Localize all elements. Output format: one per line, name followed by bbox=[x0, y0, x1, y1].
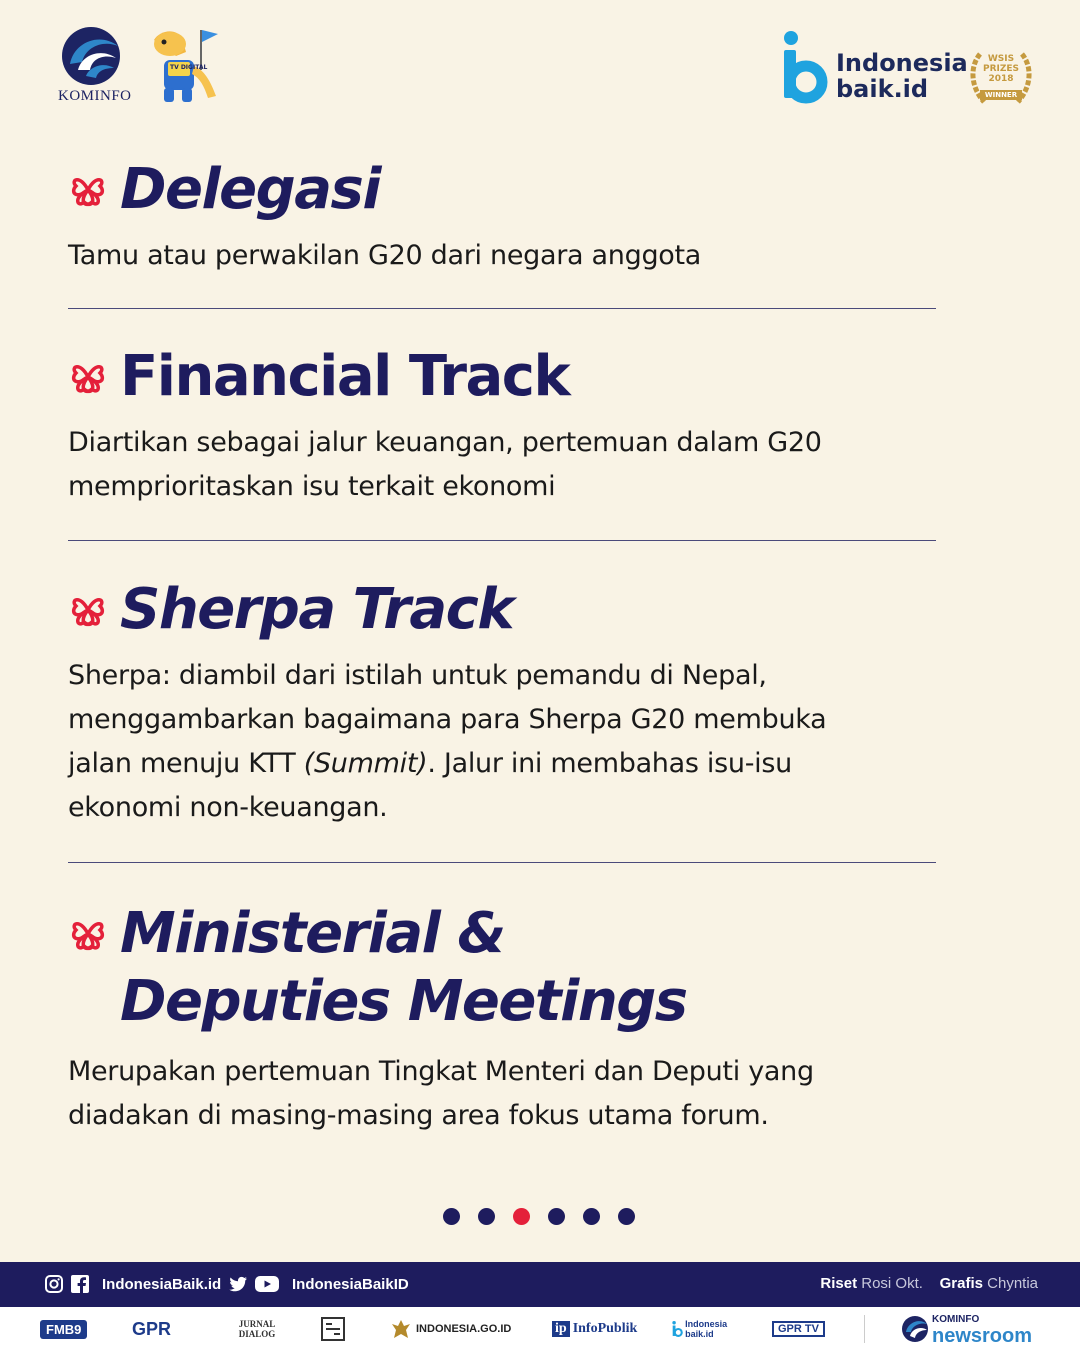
flower-icon bbox=[68, 170, 108, 210]
partner-indonesia-go-text: INDONESIA.GO.ID bbox=[416, 1323, 512, 1335]
wsis-line1: WSIS bbox=[987, 54, 1015, 64]
divider bbox=[68, 540, 936, 541]
partner-indonesiabaik-small bbox=[672, 1317, 736, 1341]
desc-line: ekonomi non-keuangan. bbox=[68, 792, 388, 823]
pagination-dot[interactable] bbox=[478, 1208, 495, 1225]
section-title: Financial Track bbox=[120, 344, 570, 409]
partner-gprtv-text: GPR TV bbox=[772, 1321, 825, 1337]
pagination-dot[interactable] bbox=[443, 1208, 460, 1225]
social-handle-left[interactable]: IndonesiaBaik.id bbox=[102, 1275, 222, 1293]
divider bbox=[68, 862, 936, 863]
indonesiabaik-logo bbox=[782, 30, 968, 106]
kominfo-logo bbox=[56, 24, 140, 108]
desc-line: Merupakan pertemuan Tingkat Menteri dan Deputi yang bbox=[68, 1056, 814, 1087]
section-heading bbox=[68, 576, 968, 644]
partner-ib-small-text: Indonesia baik.id bbox=[685, 1319, 728, 1339]
desc-fragment: . Jalur ini membahas isu-isu bbox=[427, 748, 792, 779]
pagination-dot[interactable] bbox=[548, 1208, 565, 1225]
partner-gpr bbox=[132, 1317, 171, 1341]
section-title-line1: Ministerial & bbox=[120, 901, 505, 966]
partner-jurnal-text: JURNAL DIALOG bbox=[238, 1319, 276, 1339]
desc-line: Diartikan sebagai jalur keuangan, pertemuan dalam G20 bbox=[68, 427, 822, 458]
desc-line: menggambarkan bagaimana para Sherpa G20 membuka bbox=[68, 704, 827, 735]
twitter-icon[interactable] bbox=[228, 1274, 248, 1294]
section-desc bbox=[68, 421, 968, 509]
riset-label: Riset bbox=[820, 1275, 858, 1292]
newsroom-top: KOMINFO bbox=[932, 1314, 980, 1325]
flower-icon bbox=[68, 914, 108, 954]
desc-line: diadakan di masing-masing area fokus utama forum. bbox=[68, 1100, 769, 1131]
social-handle-right[interactable]: IndonesiaBaikID bbox=[292, 1275, 409, 1293]
pagination-dot-active[interactable] bbox=[513, 1208, 530, 1225]
youtube-icon[interactable] bbox=[254, 1274, 280, 1294]
section-desc bbox=[68, 1050, 968, 1138]
partner-komkit bbox=[320, 1317, 346, 1341]
section-ministerial-deputies bbox=[68, 900, 968, 1138]
mascot-badge: TV DIGITAL bbox=[170, 64, 208, 71]
instagram-icon[interactable] bbox=[44, 1274, 64, 1294]
pagination-dots bbox=[443, 1208, 635, 1225]
partner-indonesia-go-id bbox=[390, 1317, 511, 1341]
credits bbox=[820, 1275, 1038, 1292]
partner-kominfo-newsroom bbox=[900, 1313, 1032, 1345]
grafis-label: Grafis bbox=[939, 1275, 983, 1292]
footer-social-bar bbox=[0, 1262, 1080, 1307]
social-left bbox=[44, 1274, 221, 1294]
partner-gpr-text: GPR bbox=[132, 1318, 172, 1339]
footer-separator bbox=[864, 1315, 865, 1343]
footer-partners-bar bbox=[0, 1307, 1080, 1350]
kominfo-label: KOMINFO bbox=[58, 88, 132, 104]
wsis-year: 2018 bbox=[988, 74, 1014, 84]
wsis-line2: PRIZES bbox=[983, 64, 1020, 74]
social-right bbox=[228, 1274, 409, 1294]
section-delegasi bbox=[68, 156, 968, 278]
infopublik-mark: ip bbox=[552, 1321, 570, 1337]
wsis-winner: WINNER bbox=[980, 90, 1022, 100]
section-heading bbox=[68, 343, 968, 411]
section-heading bbox=[68, 900, 968, 1036]
ib-line1: Indonesia bbox=[836, 49, 968, 77]
newsroom-emblem-icon bbox=[900, 1314, 930, 1344]
ib-line2: baik.id bbox=[836, 75, 929, 103]
pagination-dot[interactable] bbox=[583, 1208, 600, 1225]
section-sherpa-track bbox=[68, 576, 968, 830]
kominfo-emblem-icon bbox=[56, 24, 126, 86]
flower-icon bbox=[68, 590, 108, 630]
desc-emphasis: (Summit) bbox=[303, 748, 428, 779]
flower-icon bbox=[68, 357, 108, 397]
garuda-icon bbox=[390, 1318, 412, 1340]
partner-jurnal-dialog bbox=[234, 1317, 280, 1341]
section-desc bbox=[68, 654, 968, 830]
grafis-name: Chyntia bbox=[987, 1275, 1038, 1292]
riset-name: Rosi Okt. bbox=[861, 1275, 923, 1292]
partner-infopublik-text: InfoPublik bbox=[572, 1321, 638, 1336]
partner-gpr-tv bbox=[772, 1317, 825, 1341]
desc-fragment: jalan menuju KTT bbox=[68, 748, 304, 779]
ib-small-icon bbox=[672, 1317, 683, 1341]
section-desc: Tamu atau perwakilan G20 dari negara anggota bbox=[68, 240, 702, 271]
section-title: Sherpa Track bbox=[120, 577, 514, 642]
partner-fmb9 bbox=[40, 1317, 87, 1341]
section-heading bbox=[68, 156, 968, 224]
desc-line: memprioritaskan isu terkait ekonomi bbox=[68, 471, 556, 502]
newsroom-text: newsroom bbox=[932, 1325, 1033, 1347]
desc-line: Sherpa: diambil dari istilah untuk pemandu di Nepal, bbox=[68, 660, 767, 691]
komkit-logo-icon bbox=[320, 1316, 346, 1342]
facebook-icon[interactable] bbox=[70, 1274, 90, 1294]
divider bbox=[68, 308, 936, 309]
partner-fmb9-text: FMB9 bbox=[40, 1320, 87, 1339]
pagination-dot[interactable] bbox=[618, 1208, 635, 1225]
wsis-prizes-badge bbox=[966, 46, 1036, 110]
section-financial-track bbox=[68, 343, 968, 509]
partner-infopublik bbox=[552, 1317, 637, 1341]
tv-digital-mascot bbox=[146, 26, 220, 106]
section-title: Delegasi bbox=[120, 157, 381, 222]
section-title-line2: Deputies Meetings bbox=[120, 969, 687, 1034]
ib-mark-icon bbox=[782, 30, 832, 106]
desc-line bbox=[68, 742, 968, 786]
